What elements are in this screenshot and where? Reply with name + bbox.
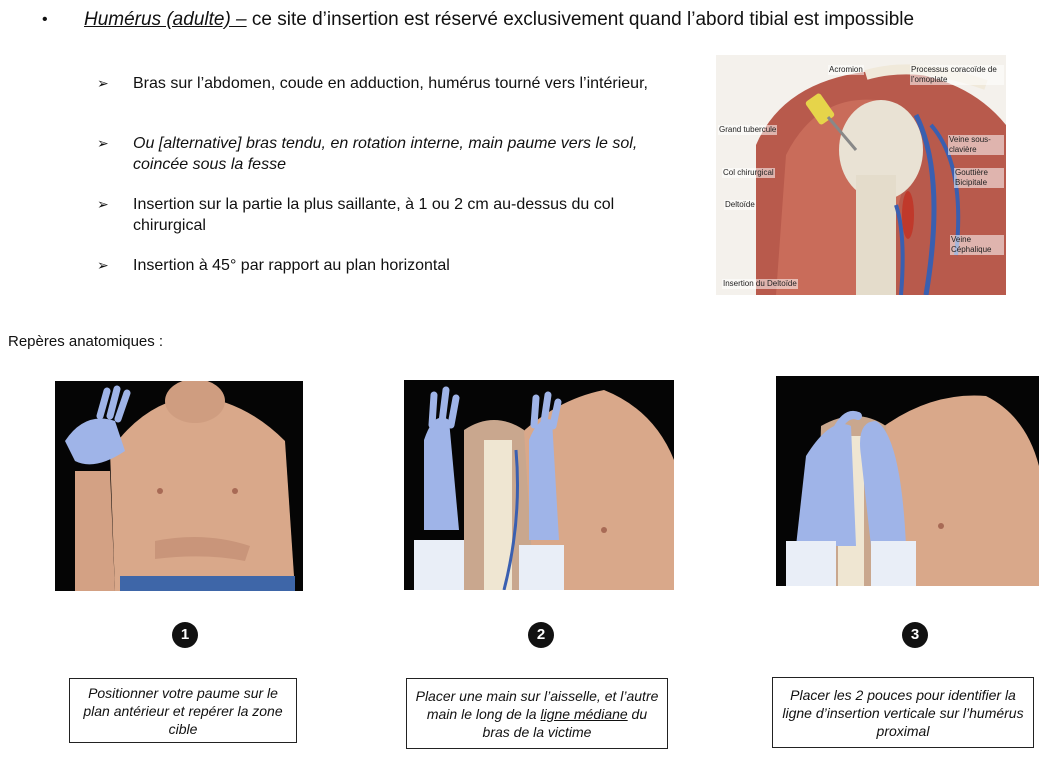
- arrow-icon: ➢: [97, 196, 109, 212]
- photo-step-1: [55, 381, 303, 591]
- step-number-2: 2: [528, 622, 554, 648]
- caption-step-2-part-b: du bras de la victime: [482, 705, 648, 740]
- caption-step-1: [69, 678, 297, 743]
- step-number-1: 1: [172, 622, 198, 648]
- label-deltoid: Deltoïde: [725, 200, 755, 209]
- caption-step-2: [406, 678, 668, 749]
- photo-step-3: [776, 376, 1039, 586]
- sub-item-text: Insertion sur la partie la plus saillante, à 1 ou 2 cm au-dessus du col chirurgical: [133, 196, 615, 234]
- humerus-title: Humérus (adulte) –: [84, 9, 247, 30]
- label-greater-tubercle: Grand tubercule: [719, 125, 777, 134]
- main-bullet-text: [84, 8, 1004, 31]
- label-cephalic-vein: Veine Céphalique: [950, 235, 1004, 255]
- label-acromion: Acromion: [829, 65, 863, 74]
- photo-step-2: [404, 380, 674, 590]
- sub-item-text: Ou [alternative] bras tendu, en rotation interne, main paume vers le sol, coincée sous la fesse: [133, 135, 638, 173]
- label-surgical-neck: Col chirurgical: [723, 168, 774, 177]
- arrow-icon: ➢: [97, 135, 109, 151]
- sub-item-text: Bras sur l’abdomen, coude en adduction, humérus tourné vers l’intérieur,: [133, 75, 648, 92]
- main-bullet: [44, 8, 1004, 31]
- reperes-title: Repères anatomiques :: [8, 333, 164, 350]
- step-3-illustration: [776, 376, 1039, 586]
- label-subclavian-vein: Veine sous-clavière: [948, 135, 1004, 155]
- sub-item-3: [97, 194, 657, 236]
- caption-step-3-text: Placer les 2 pouces pour identifier la ligne d’insertion verticale sur l’humérus proximal: [782, 686, 1024, 739]
- humerus-description: ce site d’insertion est réservé exclusivement quand l’abord tibial est impossible: [246, 9, 915, 30]
- shoulder-anatomy-illustration: [716, 55, 1006, 295]
- sub-item-1: [97, 73, 657, 94]
- sub-item-text: Insertion à 45° par rapport au plan horizontal: [133, 257, 450, 274]
- arrow-icon: ➢: [97, 257, 109, 273]
- step-number-3: 3: [902, 622, 928, 648]
- label-bicipital-groove: Gouttière Bicipitale: [954, 168, 1004, 188]
- step-2-illustration: [404, 380, 674, 590]
- caption-step-2-part-a: Placer une main sur l’aisselle, et l’autre main le long de la: [415, 687, 659, 722]
- step-1-illustration: [55, 381, 303, 591]
- sub-item-4: [97, 255, 657, 276]
- label-deltoid-insertion: Insertion du Deltoïde: [723, 279, 797, 288]
- caption-step-3: [772, 677, 1034, 748]
- caption-step-2-text: [415, 687, 659, 741]
- sub-item-2: [97, 133, 657, 175]
- bullet-dot: •: [42, 11, 48, 28]
- caption-step-1-text: Positionner votre paume sur le plan antérieur et repérer la zone cible: [83, 684, 283, 737]
- arrow-icon: ➢: [97, 75, 109, 91]
- label-coracoid: Processus coracoïde de l’omoplate: [910, 65, 1004, 85]
- caption-step-2-underline: ligne médiane: [540, 705, 628, 722]
